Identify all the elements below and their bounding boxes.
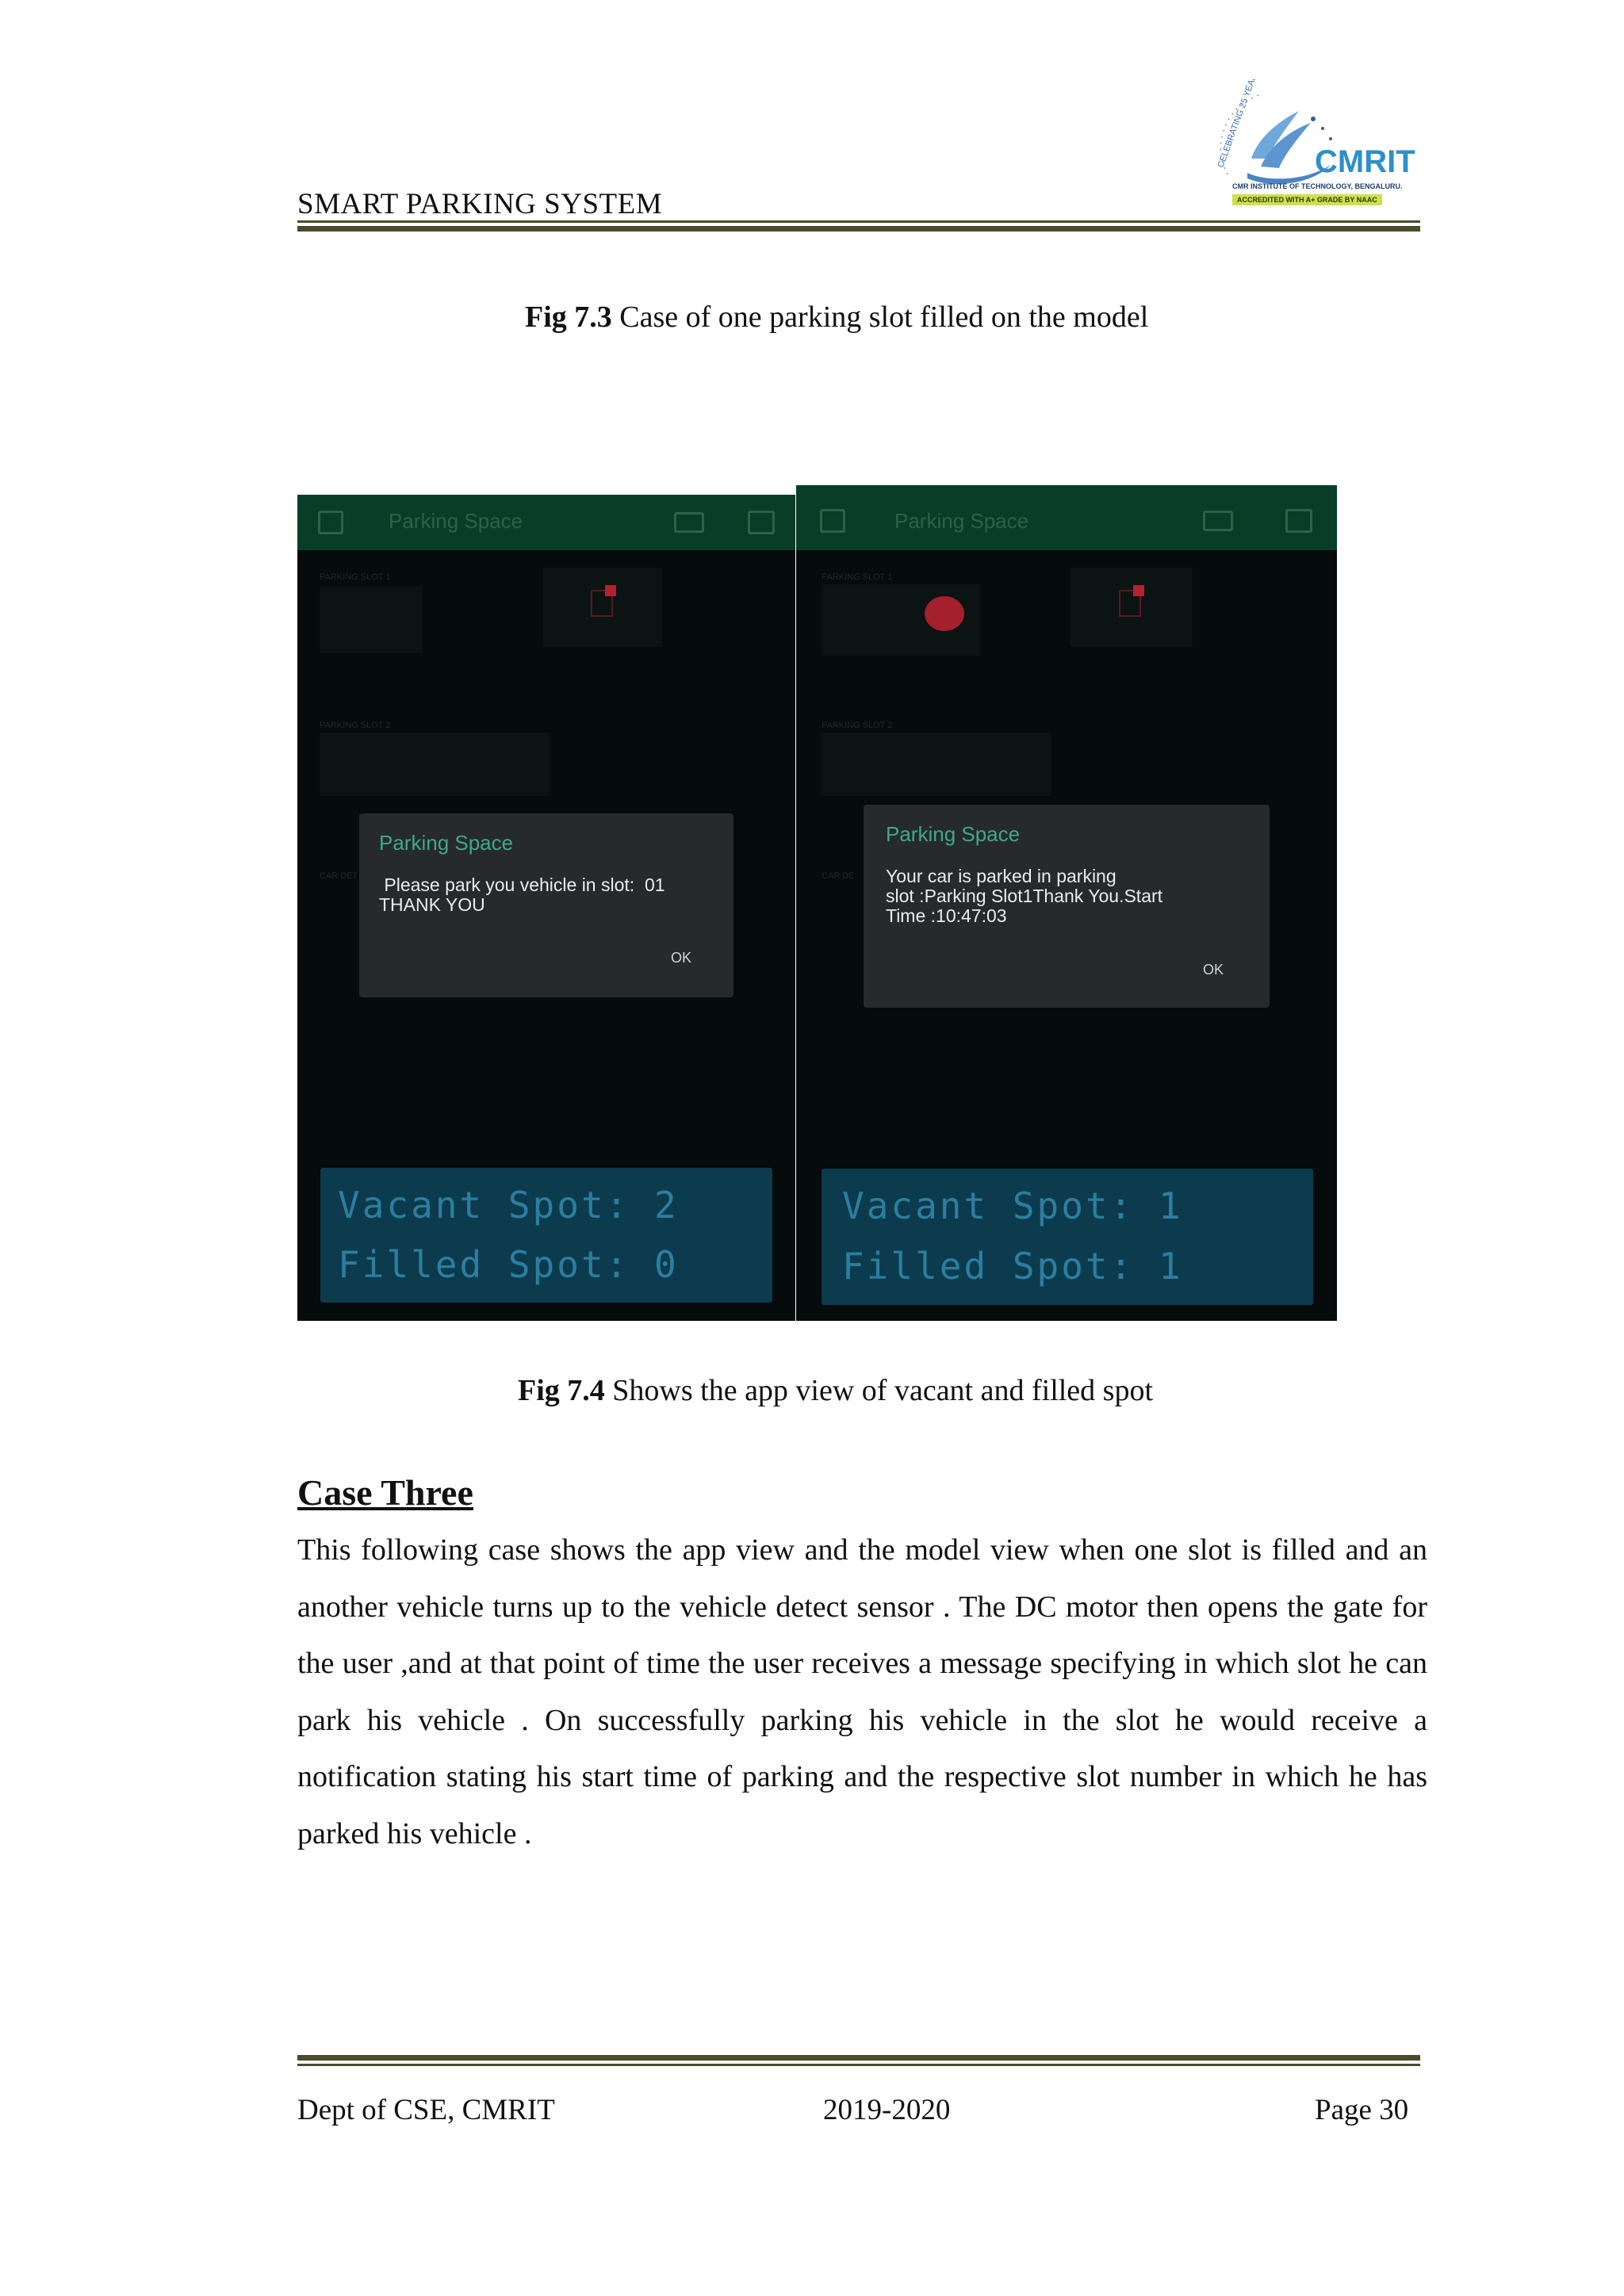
dialog-title: Parking Space xyxy=(379,831,514,855)
app-topbar xyxy=(297,495,795,550)
dialog-message: Your car is parked in parking slot :Parking Slot1Thank You.Start Time :10:47:03 xyxy=(886,866,1163,926)
battery-icon xyxy=(1203,511,1233,531)
lcd-display xyxy=(320,1168,772,1303)
footer-rule-thin xyxy=(297,2064,1420,2066)
logo-wordmark: CMRIT xyxy=(1315,144,1415,179)
slot-2-label: PARKING SLOT 2 xyxy=(822,721,893,730)
back-icon xyxy=(318,511,343,534)
slot-1-label: PARKING SLOT 1 xyxy=(822,572,893,582)
battery-icon xyxy=(674,512,704,533)
app-title: Parking Space xyxy=(894,509,1029,533)
notification-dialog xyxy=(864,805,1270,1008)
section-heading: Case Three xyxy=(297,1472,473,1513)
lcd-display xyxy=(822,1169,1313,1305)
page-number: Page 30 xyxy=(1315,2094,1409,2126)
app-title: Parking Space xyxy=(389,509,523,533)
header-rule-thick xyxy=(297,226,1420,232)
app-screenshot-left xyxy=(297,495,795,1321)
slot-1-widget xyxy=(320,586,423,653)
figure-label: Fig 7.3 xyxy=(525,300,612,334)
logo-accreditation: ACCREDITED WITH A+ GRADE BY NAAC xyxy=(1232,194,1382,205)
figure-caption-7-3 xyxy=(525,300,1148,335)
figure-caption-7-4 xyxy=(518,1373,1153,1408)
slot-1-indicator xyxy=(1070,568,1193,647)
car-detect-label: CAR DE xyxy=(822,871,855,881)
figure-label: Fig 7.4 xyxy=(518,1374,605,1407)
occupied-led-icon xyxy=(925,596,964,631)
slot-2-label: PARKING SLOT 2 xyxy=(320,721,391,730)
footer-year: 2019-2020 xyxy=(823,2094,951,2126)
footer-dept: Dept of CSE, CMRIT xyxy=(297,2094,555,2126)
slot-2-widget xyxy=(320,733,550,796)
notification-dialog xyxy=(359,813,733,997)
back-icon xyxy=(820,509,845,533)
cmrit-logo xyxy=(1212,79,1419,212)
lcd-filled-line: Filled Spot: 1 xyxy=(842,1245,1183,1288)
slot-1-indicator xyxy=(543,568,662,647)
slot-1-widget xyxy=(822,584,980,656)
lcd-filled-line: Filled Spot: 0 xyxy=(338,1243,679,1286)
figure-text: Shows the app view of vacant and filled spot xyxy=(604,1374,1154,1407)
app-screenshot-right xyxy=(796,485,1337,1321)
header-rule-thin xyxy=(297,220,1420,223)
car-detect-label: CAR DET xyxy=(320,871,358,881)
logo-subtitle: CMR INSTITUTE OF TECHNOLOGY, BENGALURU. xyxy=(1232,182,1403,190)
square-icon xyxy=(1285,509,1312,533)
slot-2-widget xyxy=(822,733,1051,796)
lcd-vacant-line: Vacant Spot: 1 xyxy=(842,1184,1183,1227)
lcd-vacant-line: Vacant Spot: 2 xyxy=(338,1184,679,1226)
dialog-ok-button[interactable]: OK xyxy=(671,950,692,966)
square-icon xyxy=(748,511,775,534)
figure-text: Case of one parking slot filled on the model xyxy=(611,300,1149,334)
section-paragraph: This following case shows the app view and the model view when one slot is filled and an another vehicle turns up to the vehicle detect sensor . The DC motor then opens the gate for the user ,and at that point of time the user receives a message specifying in which slot he can park his vehicle . On successfully parking his vehicle in the slot he would receive a notification stating his start time of parking and the respective slot number in which he has parked his vehicle . xyxy=(297,1533,1427,1850)
logo-arc-text: CELEBRATING 25 YEARS xyxy=(1216,79,1262,170)
running-header: SMART PARKING SYSTEM xyxy=(297,188,663,220)
dialog-message: Please park you vehicle in slot: 01 THANK YOU xyxy=(379,874,665,915)
footer-rule-thick xyxy=(297,2055,1420,2061)
slot-led-icon xyxy=(1133,585,1144,596)
slot-1-label: PARKING SLOT 1 xyxy=(320,572,391,582)
dialog-ok-button[interactable]: OK xyxy=(1203,962,1224,978)
slot-led-icon xyxy=(605,585,616,596)
dialog-title: Parking Space xyxy=(886,822,1021,846)
app-topbar xyxy=(796,485,1337,550)
